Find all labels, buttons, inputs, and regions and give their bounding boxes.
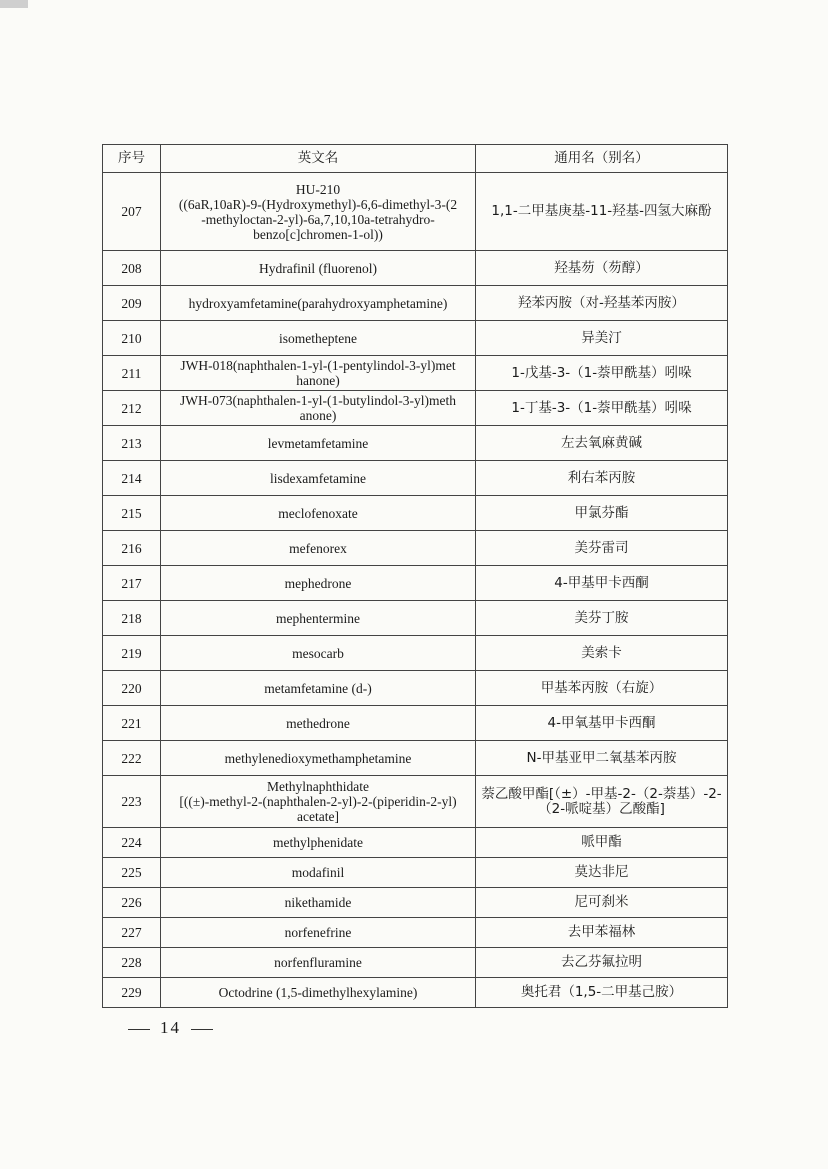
row-number: 219 — [103, 636, 161, 671]
footer-dash-left — [128, 1029, 150, 1030]
english-name: methedrone — [161, 706, 476, 741]
row-number: 214 — [103, 461, 161, 496]
row-number: 221 — [103, 706, 161, 741]
english-name: mephentermine — [161, 601, 476, 636]
common-name: 美索卡 — [476, 636, 728, 671]
table-row — [103, 601, 728, 636]
page-number: 14 — [160, 1018, 181, 1037]
table-row — [103, 948, 728, 978]
table-row — [103, 531, 728, 566]
table-row — [103, 888, 728, 918]
common-name: 哌甲酯 — [476, 828, 728, 858]
english-name: mefenorex — [161, 531, 476, 566]
row-number: 216 — [103, 531, 161, 566]
english-name: Octodrine (1,5-dimethylhexylamine) — [161, 978, 476, 1008]
english-name: JWH-018(naphthalen-1-yl-(1-pentylindol-3-yl)met hanone) — [161, 356, 476, 391]
table-row — [103, 828, 728, 858]
common-name: N-甲基亚甲二氧基苯丙胺 — [476, 741, 728, 776]
table-row — [103, 918, 728, 948]
row-number: 218 — [103, 601, 161, 636]
common-name: 尼可刹米 — [476, 888, 728, 918]
row-number: 223 — [103, 776, 161, 828]
row-number: 224 — [103, 828, 161, 858]
footer-dash-right — [191, 1029, 213, 1030]
table-row — [103, 741, 728, 776]
table-header-row — [103, 145, 728, 173]
table-row — [103, 671, 728, 706]
row-number: 211 — [103, 356, 161, 391]
common-name: 4-甲氧基甲卡西酮 — [476, 706, 728, 741]
table-row — [103, 321, 728, 356]
common-name: 萘乙酸甲酯[（±）-甲基-2-（2-萘基）-2- （2-哌啶基）乙酸酯] — [476, 776, 728, 828]
header-english-name: 英文名 — [161, 145, 476, 173]
english-name: methylphenidate — [161, 828, 476, 858]
row-number: 225 — [103, 858, 161, 888]
english-name: mesocarb — [161, 636, 476, 671]
english-name: mephedrone — [161, 566, 476, 601]
row-number: 217 — [103, 566, 161, 601]
common-name: 莫达非尼 — [476, 858, 728, 888]
english-name: Hydrafinil (fluorenol) — [161, 251, 476, 286]
row-number: 227 — [103, 918, 161, 948]
table-row — [103, 461, 728, 496]
table-row — [103, 356, 728, 391]
english-name: isometheptene — [161, 321, 476, 356]
common-name: 美芬丁胺 — [476, 601, 728, 636]
row-number: 222 — [103, 741, 161, 776]
table-row — [103, 286, 728, 321]
row-number: 220 — [103, 671, 161, 706]
row-number: 210 — [103, 321, 161, 356]
row-number: 209 — [103, 286, 161, 321]
english-name: HU-210 ((6aR,10aR)-9-(Hydroxymethyl)-6,6-dimethyl-3-(2 -methyloctan-2-yl)-6a,7,10,10a-tetrahydro- benzo[c]chromen-1-ol)) — [161, 173, 476, 251]
table-row — [103, 858, 728, 888]
english-name: JWH-073(naphthalen-1-yl-(1-butylindol-3-yl)meth anone) — [161, 391, 476, 426]
common-name: 利右苯丙胺 — [476, 461, 728, 496]
common-name: 异美汀 — [476, 321, 728, 356]
common-name: 羟基芴（芴醇） — [476, 251, 728, 286]
page-footer — [118, 1018, 223, 1038]
header-common-name: 通用名（别名） — [476, 145, 728, 173]
common-name: 1,1-二甲基庚基-11-羟基-四氢大麻酚 — [476, 173, 728, 251]
row-number: 213 — [103, 426, 161, 461]
english-name: norfenefrine — [161, 918, 476, 948]
table-row — [103, 776, 728, 828]
row-number: 215 — [103, 496, 161, 531]
common-name: 去乙芬氟拉明 — [476, 948, 728, 978]
common-name: 羟苯丙胺（对-羟基苯丙胺） — [476, 286, 728, 321]
table-row — [103, 636, 728, 671]
english-name: lisdexamfetamine — [161, 461, 476, 496]
table-row — [103, 391, 728, 426]
english-name: metamfetamine (d-) — [161, 671, 476, 706]
row-number: 226 — [103, 888, 161, 918]
row-number: 228 — [103, 948, 161, 978]
common-name: 左去氧麻黄碱 — [476, 426, 728, 461]
common-name: 去甲苯福林 — [476, 918, 728, 948]
substance-table — [102, 144, 728, 1008]
row-number: 229 — [103, 978, 161, 1008]
common-name: 美芬雷司 — [476, 531, 728, 566]
common-name: 4-甲基甲卡西酮 — [476, 566, 728, 601]
table-row — [103, 426, 728, 461]
table-row — [103, 496, 728, 531]
english-name: levmetamfetamine — [161, 426, 476, 461]
english-name: modafinil — [161, 858, 476, 888]
table-row — [103, 706, 728, 741]
english-name: nikethamide — [161, 888, 476, 918]
english-name: meclofenoxate — [161, 496, 476, 531]
english-name: methylenedioxymethamphetamine — [161, 741, 476, 776]
table-row — [103, 251, 728, 286]
table-row — [103, 978, 728, 1008]
table-row — [103, 566, 728, 601]
scan-edge-mark — [0, 0, 28, 8]
row-number: 208 — [103, 251, 161, 286]
common-name: 甲氯芬酯 — [476, 496, 728, 531]
row-number: 212 — [103, 391, 161, 426]
common-name: 奥托君（1,5-二甲基己胺） — [476, 978, 728, 1008]
english-name: norfenfluramine — [161, 948, 476, 978]
common-name: 1-戊基-3-（1-萘甲酰基）吲哚 — [476, 356, 728, 391]
common-name: 甲基苯丙胺（右旋） — [476, 671, 728, 706]
header-no: 序号 — [103, 145, 161, 173]
common-name: 1-丁基-3-（1-萘甲酰基）吲哚 — [476, 391, 728, 426]
table-row — [103, 173, 728, 251]
english-name: hydroxyamfetamine(parahydroxyamphetamine) — [161, 286, 476, 321]
row-number: 207 — [103, 173, 161, 251]
english-name: Methylnaphthidate [((±)-methyl-2-(naphthalen-2-yl)-2-(piperidin-2-yl) acetate] — [161, 776, 476, 828]
